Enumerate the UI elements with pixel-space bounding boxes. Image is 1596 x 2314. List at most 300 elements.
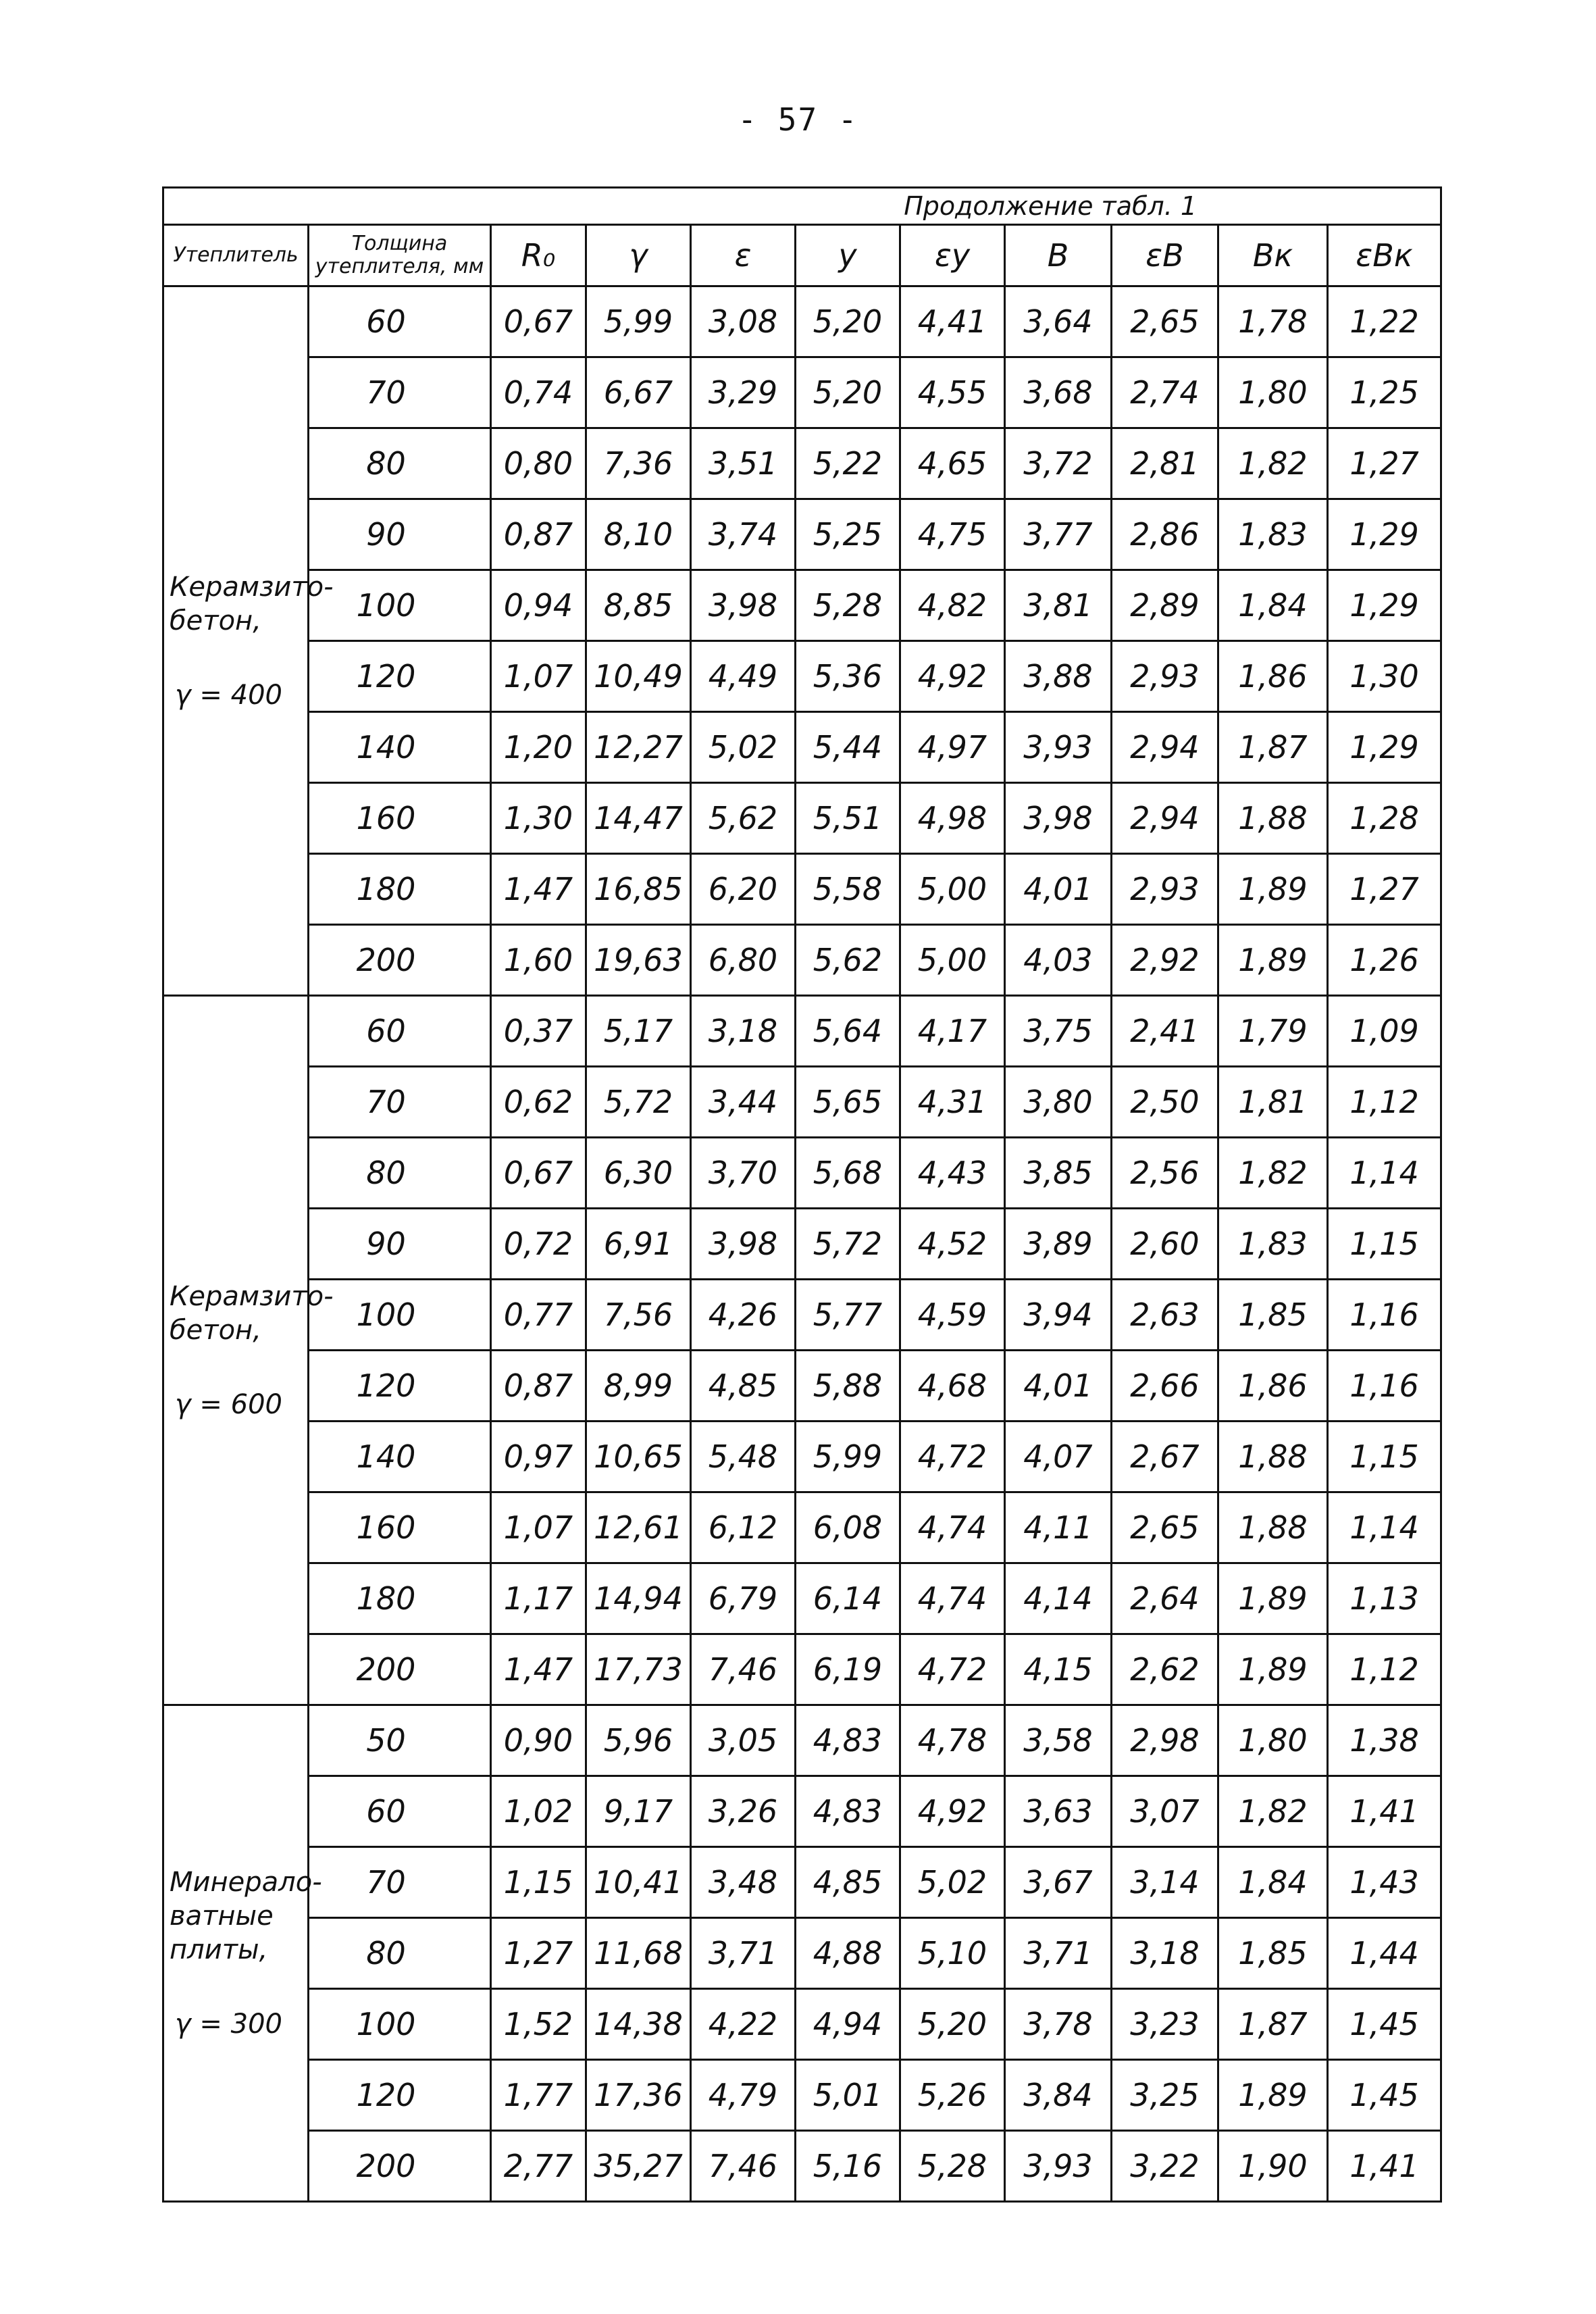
value-cell: 3,80 <box>1005 1067 1112 1138</box>
value-cell: 5,44 <box>796 712 900 783</box>
table-row <box>163 783 1441 854</box>
value-cell: 2,86 <box>1112 499 1218 570</box>
value-cell: 5,99 <box>796 1422 900 1492</box>
value-cell: 5,51 <box>796 783 900 854</box>
value-cell: 7,56 <box>586 1280 691 1351</box>
value-cell: 5,68 <box>796 1138 900 1209</box>
value-cell: 2,89 <box>1112 570 1218 641</box>
value-cell: 1,27 <box>1328 428 1441 499</box>
table-row <box>163 996 1441 1067</box>
value-cell: 6,67 <box>586 357 691 428</box>
value-cell: 1,86 <box>1218 1351 1328 1422</box>
value-cell: 2,50 <box>1112 1067 1218 1138</box>
value-cell: 1,22 <box>1328 286 1441 357</box>
value-cell: 5,88 <box>796 1351 900 1422</box>
value-cell: 3,64 <box>1005 286 1112 357</box>
value-cell: 1,86 <box>1218 641 1328 712</box>
value-cell: 1,25 <box>1328 357 1441 428</box>
header-epsilon-b: εB <box>1112 225 1218 286</box>
value-cell: 3,88 <box>1005 641 1112 712</box>
material-cell <box>163 996 334 1705</box>
data-table <box>162 186 1442 2203</box>
value-cell: 1,15 <box>1328 1422 1441 1492</box>
thickness-cell: 60 <box>309 1776 491 1847</box>
value-cell: 1,88 <box>1218 1422 1328 1492</box>
value-cell: 4,74 <box>900 1563 1005 1634</box>
thickness-cell: 100 <box>309 1280 491 1351</box>
value-cell: 0,90 <box>491 1705 586 1776</box>
header-thickness: Толщина утеплителя, мм <box>309 225 491 286</box>
table-row <box>163 1563 1441 1634</box>
value-cell: 1,07 <box>491 641 586 712</box>
value-cell: 4,83 <box>796 1705 900 1776</box>
thickness-cell: 90 <box>309 499 491 570</box>
value-cell: 4,72 <box>900 1422 1005 1492</box>
material-density: γ = 600 <box>175 1388 282 1420</box>
table-row <box>163 2060 1441 2131</box>
value-cell: 5,99 <box>586 286 691 357</box>
value-cell: 4,68 <box>900 1351 1005 1422</box>
value-cell: 5,00 <box>900 854 1005 925</box>
value-cell: 0,67 <box>491 286 586 357</box>
value-cell: 1,15 <box>491 1847 586 1918</box>
value-cell: 1,84 <box>1218 1847 1328 1918</box>
value-cell: 1,83 <box>1218 499 1328 570</box>
value-cell: 4,85 <box>691 1351 796 1422</box>
value-cell: 4,82 <box>900 570 1005 641</box>
value-cell: 2,98 <box>1112 1705 1218 1776</box>
value-cell: 6,30 <box>586 1138 691 1209</box>
value-cell: 14,38 <box>586 1989 691 2060</box>
value-cell: 5,77 <box>796 1280 900 1351</box>
value-cell: 6,79 <box>691 1563 796 1634</box>
value-cell: 2,60 <box>1112 1209 1218 1280</box>
value-cell: 4,11 <box>1005 1492 1112 1563</box>
value-cell: 10,65 <box>586 1422 691 1492</box>
value-cell: 1,81 <box>1218 1067 1328 1138</box>
value-cell: 3,78 <box>1005 1989 1112 2060</box>
value-cell: 8,85 <box>586 570 691 641</box>
value-cell: 3,81 <box>1005 570 1112 641</box>
thickness-cell: 100 <box>309 1989 491 2060</box>
thickness-cell: 80 <box>309 428 491 499</box>
value-cell: 1,30 <box>491 783 586 854</box>
header-b: B <box>1005 225 1112 286</box>
value-cell: 3,70 <box>691 1138 796 1209</box>
value-cell: 5,64 <box>796 996 900 1067</box>
thickness-cell: 200 <box>309 1634 491 1705</box>
thickness-cell: 70 <box>309 1067 491 1138</box>
value-cell: 3,71 <box>1005 1918 1112 1989</box>
value-cell: 1,27 <box>491 1918 586 1989</box>
value-cell: 4,22 <box>691 1989 796 2060</box>
value-cell: 3,93 <box>1005 2131 1112 2202</box>
value-cell: 1,85 <box>1218 1918 1328 1989</box>
value-cell: 5,58 <box>796 854 900 925</box>
value-cell: 5,10 <box>900 1918 1005 1989</box>
value-cell: 3,98 <box>1005 783 1112 854</box>
value-cell: 4,92 <box>900 641 1005 712</box>
table-row <box>163 1351 1441 1422</box>
value-cell: 4,43 <box>900 1138 1005 1209</box>
value-cell: 1,89 <box>1218 854 1328 925</box>
value-cell: 2,64 <box>1112 1563 1218 1634</box>
value-cell: 1,82 <box>1218 428 1328 499</box>
value-cell: 2,81 <box>1112 428 1218 499</box>
value-cell: 5,26 <box>900 2060 1005 2131</box>
value-cell: 7,36 <box>586 428 691 499</box>
table-row <box>163 428 1441 499</box>
value-cell: 1,78 <box>1218 286 1328 357</box>
value-cell: 1,89 <box>1218 1634 1328 1705</box>
value-cell: 4,79 <box>691 2060 796 2131</box>
value-cell: 5,62 <box>796 925 900 996</box>
table-row <box>163 1989 1441 2060</box>
value-cell: 1,12 <box>1328 1634 1441 1705</box>
value-cell: 1,88 <box>1218 1492 1328 1563</box>
value-cell: 5,16 <box>796 2131 900 2202</box>
table-row <box>163 854 1441 925</box>
value-cell: 7,46 <box>691 1634 796 1705</box>
value-cell: 3,08 <box>691 286 796 357</box>
value-cell: 0,74 <box>491 357 586 428</box>
value-cell: 8,99 <box>586 1351 691 1422</box>
header-material: Утеплитель <box>163 225 309 286</box>
value-cell: 1,26 <box>1328 925 1441 996</box>
value-cell: 5,20 <box>900 1989 1005 2060</box>
value-cell: 2,77 <box>491 2131 586 2202</box>
value-cell: 0,80 <box>491 428 586 499</box>
value-cell: 6,80 <box>691 925 796 996</box>
value-cell: 2,65 <box>1112 1492 1218 1563</box>
thickness-cell: 160 <box>309 1492 491 1563</box>
value-cell: 5,17 <box>586 996 691 1067</box>
value-cell: 1,84 <box>1218 570 1328 641</box>
table-row <box>163 1280 1441 1351</box>
value-cell: 3,75 <box>1005 996 1112 1067</box>
material-density: γ = 300 <box>175 2009 282 2040</box>
value-cell: 2,63 <box>1112 1280 1218 1351</box>
value-cell: 1,16 <box>1328 1280 1441 1351</box>
value-cell: 3,98 <box>691 1209 796 1280</box>
value-cell: 1,80 <box>1218 357 1328 428</box>
value-cell: 0,77 <box>491 1280 586 1351</box>
value-cell: 4,52 <box>900 1209 1005 1280</box>
value-cell: 2,65 <box>1112 286 1218 357</box>
value-cell: 1,41 <box>1328 2131 1441 2202</box>
value-cell: 3,44 <box>691 1067 796 1138</box>
header-epsilon-y: εy <box>900 225 1005 286</box>
thickness-cell: 160 <box>309 783 491 854</box>
thickness-cell: 200 <box>309 925 491 996</box>
value-cell: 10,49 <box>586 641 691 712</box>
value-cell: 3,72 <box>1005 428 1112 499</box>
table-row <box>163 2131 1441 2202</box>
value-cell: 4,59 <box>900 1280 1005 1351</box>
value-cell: 4,55 <box>900 357 1005 428</box>
thickness-cell: 80 <box>309 1138 491 1209</box>
value-cell: 1,17 <box>491 1563 586 1634</box>
thickness-cell: 50 <box>309 1705 491 1776</box>
material-density: γ = 400 <box>175 679 282 711</box>
value-cell: 6,12 <box>691 1492 796 1563</box>
value-cell: 6,08 <box>796 1492 900 1563</box>
value-cell: 0,87 <box>491 1351 586 1422</box>
thickness-cell: 140 <box>309 712 491 783</box>
table-row <box>163 1634 1441 1705</box>
value-cell: 1,79 <box>1218 996 1328 1067</box>
value-cell: 4,01 <box>1005 854 1112 925</box>
value-cell: 4,65 <box>900 428 1005 499</box>
value-cell: 0,94 <box>491 570 586 641</box>
value-cell: 3,68 <box>1005 357 1112 428</box>
material-name: Керамзито-бетон, <box>170 571 334 636</box>
value-cell: 4,83 <box>796 1776 900 1847</box>
value-cell: 4,31 <box>900 1067 1005 1138</box>
value-cell: 1,45 <box>1328 2060 1441 2131</box>
value-cell: 1,02 <box>491 1776 586 1847</box>
value-cell: 5,25 <box>796 499 900 570</box>
thickness-cell: 70 <box>309 357 491 428</box>
value-cell: 5,28 <box>900 2131 1005 2202</box>
value-cell: 1,80 <box>1218 1705 1328 1776</box>
value-cell: 3,07 <box>1112 1776 1218 1847</box>
header-epsilon-bk: εBк <box>1328 225 1441 286</box>
value-cell: 4,78 <box>900 1705 1005 1776</box>
thickness-cell: 120 <box>309 641 491 712</box>
value-cell: 0,62 <box>491 1067 586 1138</box>
table-row <box>163 1918 1441 1989</box>
value-cell: 1,83 <box>1218 1209 1328 1280</box>
value-cell: 2,41 <box>1112 996 1218 1067</box>
value-cell: 3,94 <box>1005 1280 1112 1351</box>
value-cell: 4,07 <box>1005 1422 1112 1492</box>
value-cell: 4,92 <box>900 1776 1005 1847</box>
thickness-cell: 120 <box>309 1351 491 1422</box>
value-cell: 5,22 <box>796 428 900 499</box>
value-cell: 1,45 <box>1328 1989 1441 2060</box>
value-cell: 1,28 <box>1328 783 1441 854</box>
thickness-cell: 70 <box>309 1847 491 1918</box>
header-gamma: γ <box>586 225 691 286</box>
value-cell: 8,10 <box>586 499 691 570</box>
value-cell: 3,14 <box>1112 1847 1218 1918</box>
value-cell: 1,15 <box>1328 1209 1441 1280</box>
value-cell: 12,61 <box>586 1492 691 1563</box>
material-cell <box>163 286 334 996</box>
value-cell: 19,63 <box>586 925 691 996</box>
value-cell: 1,14 <box>1328 1492 1441 1563</box>
value-cell: 1,89 <box>1218 2060 1328 2131</box>
value-cell: 17,73 <box>586 1634 691 1705</box>
value-cell: 1,47 <box>491 854 586 925</box>
thickness-cell: 200 <box>309 2131 491 2202</box>
header-epsilon: ε <box>691 225 796 286</box>
value-cell: 1,12 <box>1328 1067 1441 1138</box>
value-cell: 4,03 <box>1005 925 1112 996</box>
value-cell: 5,00 <box>900 925 1005 996</box>
value-cell: 6,91 <box>586 1209 691 1280</box>
value-cell: 3,63 <box>1005 1776 1112 1847</box>
thickness-cell: 90 <box>309 1209 491 1280</box>
value-cell: 5,02 <box>900 1847 1005 1918</box>
table-row <box>163 1067 1441 1138</box>
value-cell: 3,67 <box>1005 1847 1112 1918</box>
material-name: Керамзито-бетон, <box>170 1280 334 1346</box>
value-cell: 5,65 <box>796 1067 900 1138</box>
value-cell: 2,94 <box>1112 712 1218 783</box>
value-cell: 1,30 <box>1328 641 1441 712</box>
value-cell: 6,20 <box>691 854 796 925</box>
value-cell: 1,90 <box>1218 2131 1328 2202</box>
value-cell: 3,25 <box>1112 2060 1218 2131</box>
value-cell: 4,97 <box>900 712 1005 783</box>
value-cell: 1,88 <box>1218 783 1328 854</box>
value-cell: 4,17 <box>900 996 1005 1067</box>
value-cell: 1,77 <box>491 2060 586 2131</box>
value-cell: 4,98 <box>900 783 1005 854</box>
value-cell: 0,97 <box>491 1422 586 1492</box>
value-cell: 1,29 <box>1328 712 1441 783</box>
value-cell: 4,75 <box>900 499 1005 570</box>
value-cell: 4,26 <box>691 1280 796 1351</box>
value-cell: 3,77 <box>1005 499 1112 570</box>
value-cell: 5,48 <box>691 1422 796 1492</box>
value-cell: 5,20 <box>796 286 900 357</box>
value-cell: 2,74 <box>1112 357 1218 428</box>
value-cell: 1,09 <box>1328 996 1441 1067</box>
value-cell: 4,72 <box>900 1634 1005 1705</box>
value-cell: 1,20 <box>491 712 586 783</box>
value-cell: 3,58 <box>1005 1705 1112 1776</box>
value-cell: 1,52 <box>491 1989 586 2060</box>
value-cell: 3,23 <box>1112 1989 1218 2060</box>
value-cell: 2,92 <box>1112 925 1218 996</box>
value-cell: 2,93 <box>1112 641 1218 712</box>
table-row <box>163 1705 1441 1776</box>
table-row <box>163 1492 1441 1563</box>
caption-row <box>163 188 1441 225</box>
value-cell: 2,62 <box>1112 1634 1218 1705</box>
table-row <box>163 1138 1441 1209</box>
thickness-cell: 60 <box>309 286 491 357</box>
value-cell: 17,36 <box>586 2060 691 2131</box>
table-body <box>163 188 1441 2202</box>
value-cell: 1,07 <box>491 1492 586 1563</box>
value-cell: 3,85 <box>1005 1138 1112 1209</box>
header-r0: R₀ <box>491 225 586 286</box>
value-cell: 1,43 <box>1328 1847 1441 1918</box>
material-name: Минерало-ватные плиты, <box>170 1867 322 1965</box>
thickness-cell: 60 <box>309 996 491 1067</box>
value-cell: 3,84 <box>1005 2060 1112 2131</box>
value-cell: 6,14 <box>796 1563 900 1634</box>
value-cell: 3,29 <box>691 357 796 428</box>
value-cell: 1,27 <box>1328 854 1441 925</box>
value-cell: 3,98 <box>691 570 796 641</box>
value-cell: 2,67 <box>1112 1422 1218 1492</box>
value-cell: 1,82 <box>1218 1138 1328 1209</box>
page-number: - 57 - <box>738 101 858 138</box>
value-cell: 0,67 <box>491 1138 586 1209</box>
value-cell: 3,89 <box>1005 1209 1112 1280</box>
value-cell: 10,41 <box>586 1847 691 1918</box>
value-cell: 4,88 <box>796 1918 900 1989</box>
value-cell: 1,89 <box>1218 925 1328 996</box>
table-row <box>163 925 1441 996</box>
value-cell: 1,38 <box>1328 1705 1441 1776</box>
value-cell: 14,94 <box>586 1563 691 1634</box>
table-row <box>163 499 1441 570</box>
value-cell: 0,87 <box>491 499 586 570</box>
value-cell: 16,85 <box>586 854 691 925</box>
value-cell: 3,18 <box>691 996 796 1067</box>
value-cell: 1,87 <box>1218 1989 1328 2060</box>
value-cell: 5,28 <box>796 570 900 641</box>
value-cell: 4,41 <box>900 286 1005 357</box>
table-row <box>163 641 1441 712</box>
table-row <box>163 1776 1441 1847</box>
thickness-cell: 100 <box>309 570 491 641</box>
value-cell: 1,16 <box>1328 1351 1441 1422</box>
value-cell: 11,68 <box>586 1918 691 1989</box>
value-cell: 4,01 <box>1005 1351 1112 1422</box>
value-cell: 1,41 <box>1328 1776 1441 1847</box>
value-cell: 4,49 <box>691 641 796 712</box>
value-cell: 2,56 <box>1112 1138 1218 1209</box>
value-cell: 3,93 <box>1005 712 1112 783</box>
header-bk: Bк <box>1218 225 1328 286</box>
value-cell: 1,29 <box>1328 570 1441 641</box>
value-cell: 5,72 <box>586 1067 691 1138</box>
table-row <box>163 1422 1441 1492</box>
value-cell: 3,18 <box>1112 1918 1218 1989</box>
value-cell: 3,48 <box>691 1847 796 1918</box>
value-cell: 4,85 <box>796 1847 900 1918</box>
value-cell: 3,74 <box>691 499 796 570</box>
value-cell: 1,14 <box>1328 1138 1441 1209</box>
value-cell: 2,94 <box>1112 783 1218 854</box>
value-cell: 5,02 <box>691 712 796 783</box>
value-cell: 6,19 <box>796 1634 900 1705</box>
value-cell: 35,27 <box>586 2131 691 2202</box>
header-y: y <box>796 225 900 286</box>
value-cell: 7,46 <box>691 2131 796 2202</box>
thickness-cell: 80 <box>309 1918 491 1989</box>
value-cell: 3,22 <box>1112 2131 1218 2202</box>
value-cell: 3,05 <box>691 1705 796 1776</box>
thickness-cell: 140 <box>309 1422 491 1492</box>
value-cell: 5,72 <box>796 1209 900 1280</box>
value-cell: 1,47 <box>491 1634 586 1705</box>
table-row <box>163 357 1441 428</box>
value-cell: 9,17 <box>586 1776 691 1847</box>
value-cell: 2,66 <box>1112 1351 1218 1422</box>
value-cell: 14,47 <box>586 783 691 854</box>
value-cell: 3,26 <box>691 1776 796 1847</box>
value-cell: 0,37 <box>491 996 586 1067</box>
value-cell: 4,14 <box>1005 1563 1112 1634</box>
value-cell: 5,36 <box>796 641 900 712</box>
value-cell: 3,71 <box>691 1918 796 1989</box>
material-cell <box>163 1705 322 2202</box>
table-row <box>163 570 1441 641</box>
value-cell: 4,15 <box>1005 1634 1112 1705</box>
thickness-cell: 120 <box>309 2060 491 2131</box>
value-cell: 5,96 <box>586 1705 691 1776</box>
value-cell: 5,62 <box>691 783 796 854</box>
table-row <box>163 1209 1441 1280</box>
